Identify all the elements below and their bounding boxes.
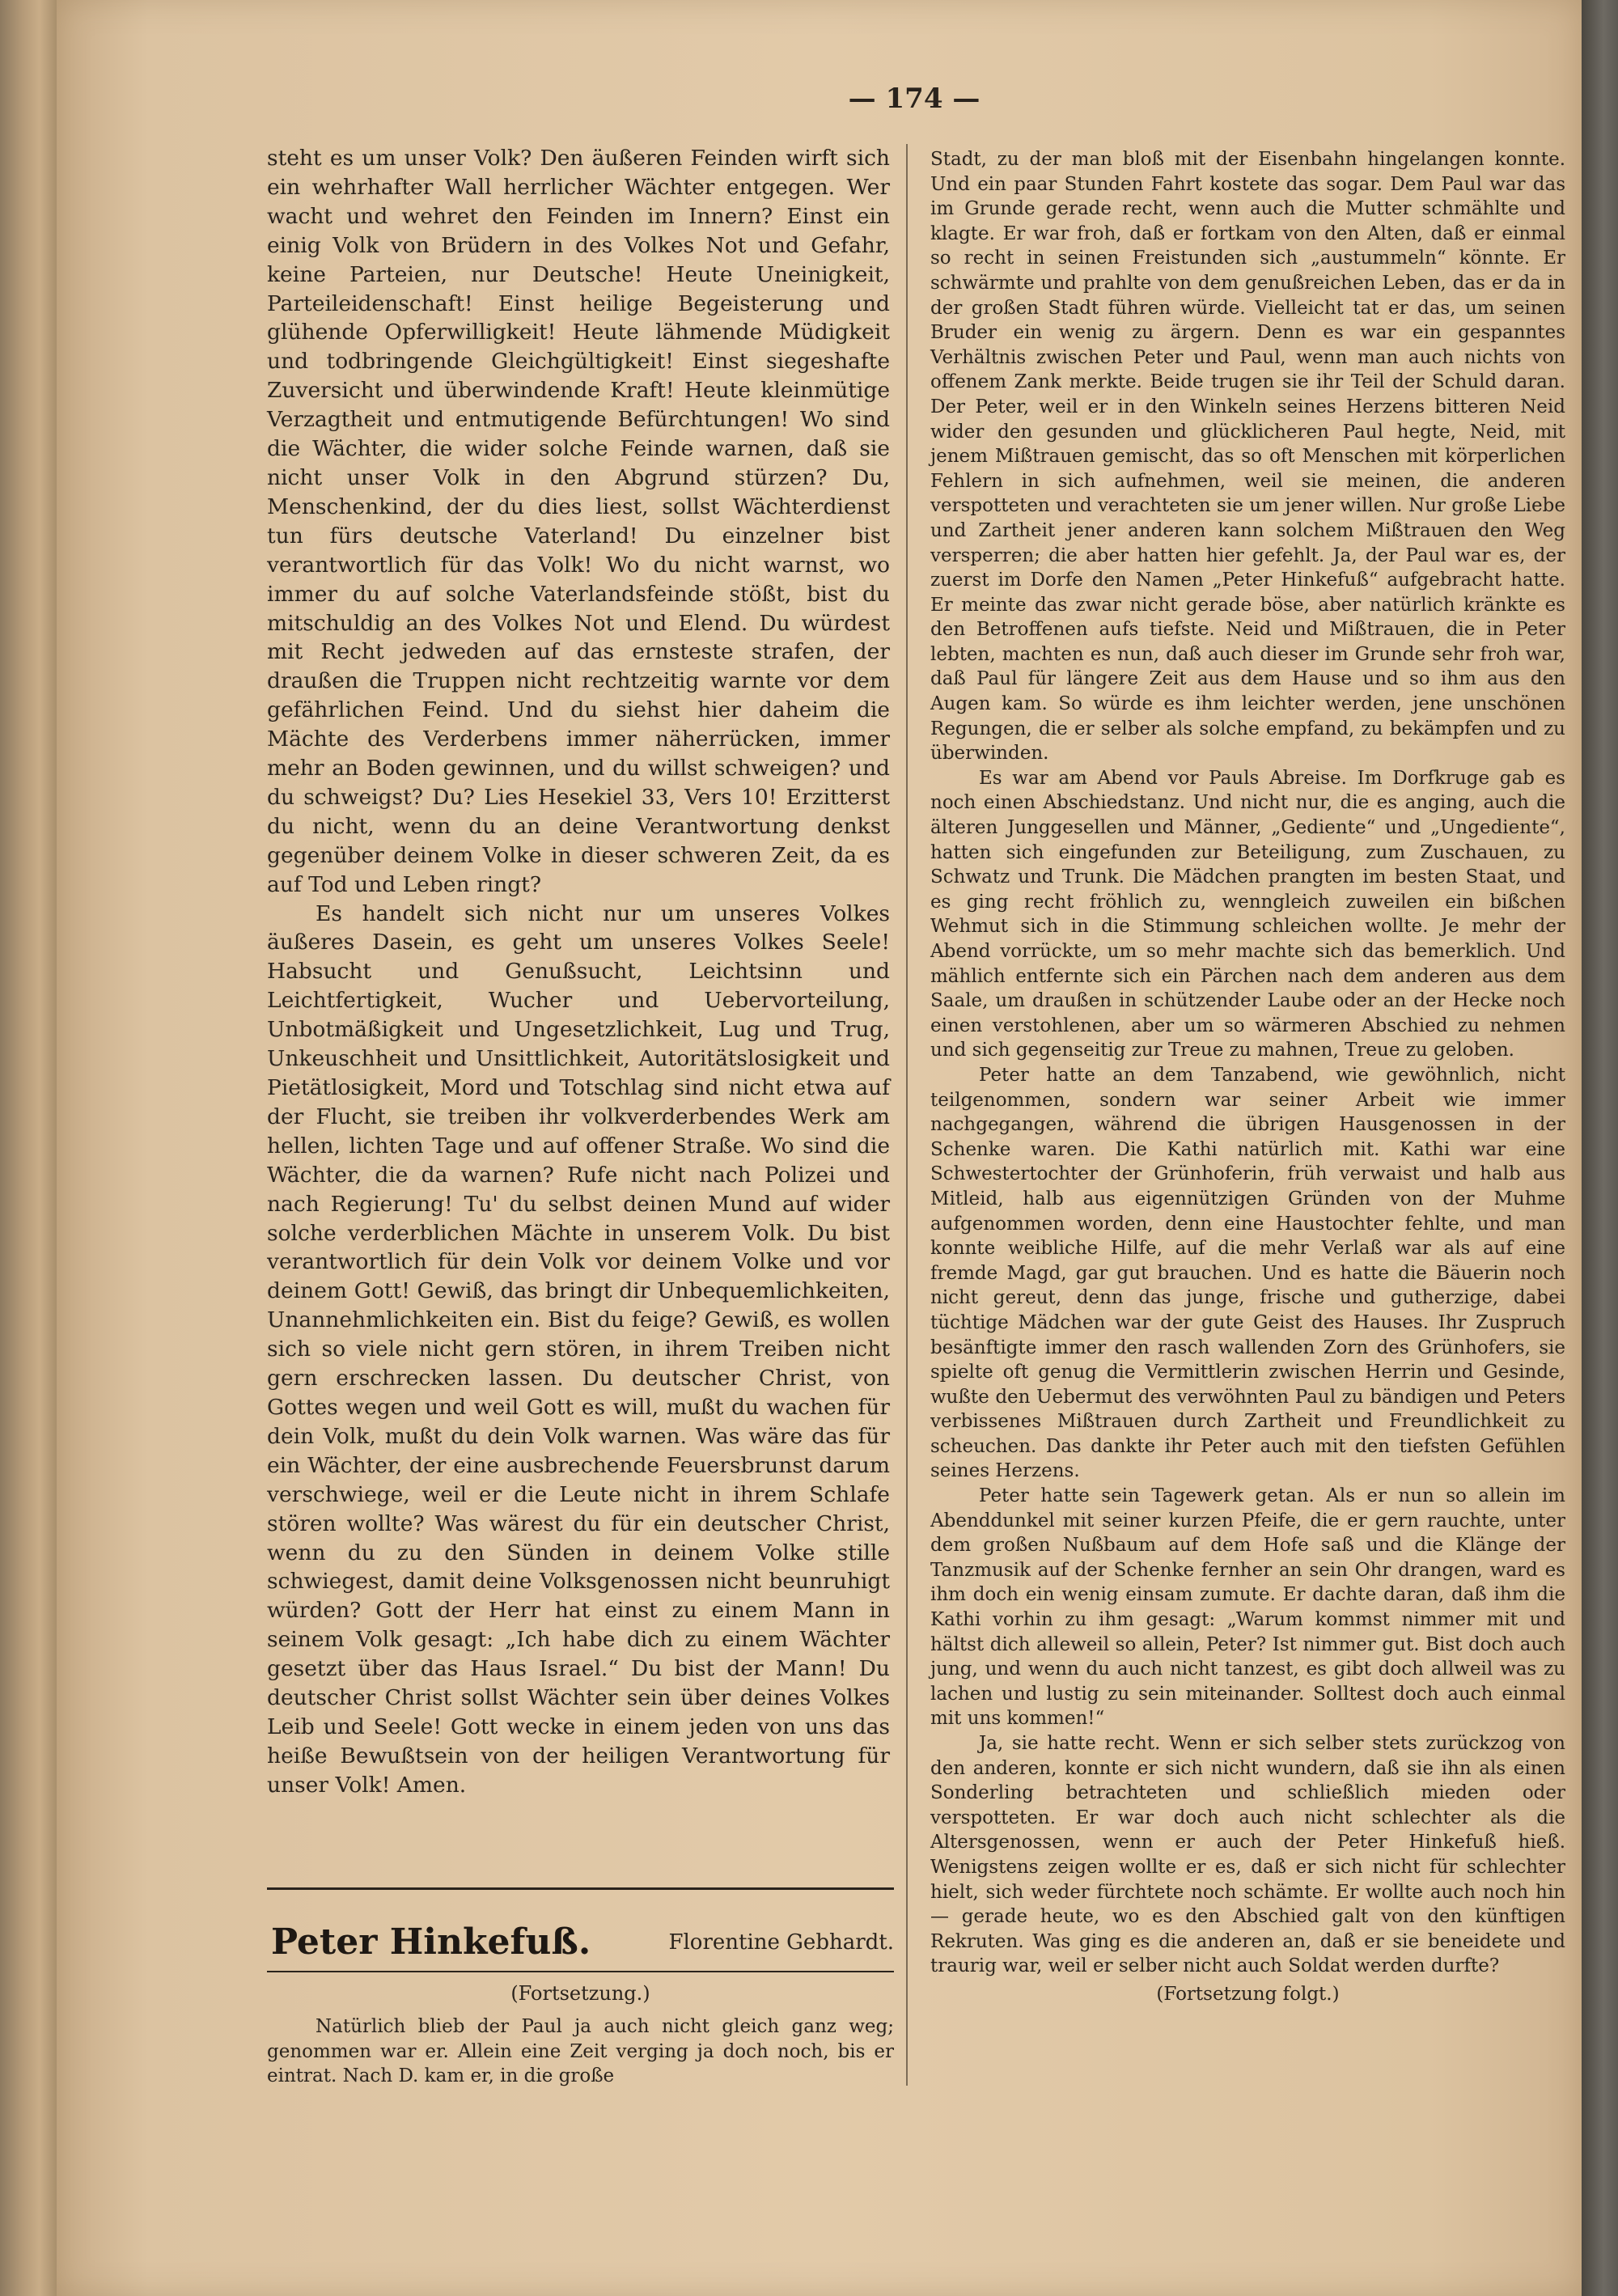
left-paragraph-1: steht es um unser Volk? Den äußeren Feinden wirft sich ein wehrhafter Wall herrlicher Wächter entgegen. Wer wacht und wehret den Feinden im Innern? Einst ein einig Volk von Brüdern in des Volkes Not und Gefahr, keine Parteien, nur Deutsche! Heute Uneinigkeit, Parteileidenschaft! Einst heilige Begeisterung und glühende Opferwilligkeit! Heute lähmende Müdigkeit und todbringende Gleichgültigkeit! Einst siegeshafte Zuversicht und überwindende Kraft! Heute kleinmütige Verzagtheit und entmutigende Befürchtungen! Wo sind die Wächter, die wider solche Feinde warnen, daß sie nicht unser Volk in den Abgrund stürzen? Du, Menschenkind, der du dies liest, sollst Wächterdienst tun fürs deutsche Vaterland! Du einzelner bist verantwortlich für das Volk! Wo du nicht warnst, wo immer du auf solche Vaterlandsfeinde stößt, bist du mitschuldig an des Volkes Not und Elend. Du würdest mit Recht jedweden auf das ernsteste strafen, der draußen die Truppen nicht rechtzeitig warnte vor dem gefährlichen Feind. Und du siehst hier daheim die Mächte des Verderbens immer näherrücken, immer mehr an Boden gewinnen, und du willst schweigen? und du schweigst? Du? Lies Hesekiel 33, Vers 10! Erzitterst du nicht, wenn du an deine Verantwortung denkst gegenüber deinem Volke in dieser schweren Zeit, da es auf Tod und Leben ringt? [267,146,890,897]
article-author: Florentine Gebhardt. [668,1930,894,1955]
to-be-continued-note: (Fortsetzung folgt.) [1156,1983,1340,2005]
article-top-rule [267,1887,894,1890]
column-divider [906,144,908,2086]
scan-background-edge [1582,0,1618,2296]
right-paragraph-3: Peter hatte an dem Tanzabend, wie gewöhnlich, nicht teilgenommen, sondern war seiner Arbeit wie immer nachgegangen, während die übrigen Hausgenossen in der Schenke waren. Die Kathi natürlich mit. Kathi war eine Schwestertochter der Grünhoferin, früh verwaist und halb aus Mitleid, halb aus eigennützigen Gründen von der Muhme aufgenommen worden, denn eine Haustochter fehlte, und man konnte weibliche Hilfe, auf die mehr Verlaß war als auf eine fremde Magd, gar gut brauchen. Und es hatte die Bäuerin noch nicht gereut, denn das junge, frische und gutherzige, dabei tüchtige Mädchen war der gute Geist des Hauses. Ihr Zuspruch besänftigte immer den rasch wallenden Zorn des Grünhofers, sie spielte oft genug die Vermittlerin zwischen Herrin und Gesinde, wußte den Uebermut des verwöhnten Paul zu bändigen und Peters verbissenes Mißtrauen durch Zartheit und Freundlichkeit zu scheuchen. Das dankte ihr Peter auch mit den tiefsten Gefühlen seines Herzens. [930,1064,1565,1482]
right-column [930,147,1565,2007]
right-paragraph-5: Ja, sie hatte recht. Wenn er sich selber stets zurückzog von den anderen, konnte er sich nicht wundern, daß sie ihn als einen Sonderling betrachteten und schließlich mieden oder verspotteten. Er war doch auch nicht schlechter als die Altersgenossen, wenn er auch der Peter Hinkefuß hieß. Wenigstens zeigen wollte er es, daß er sich nicht für schlechter hielt, sich weder fürchtete noch schämte. Er wollte auch noch hin — gerade heute, wo es den Abschied galt von den künftigen Rekruten. Was ging es die anderen an, daß er sie beneidete und traurig war, weil er selber nicht auch Soldat werden durfte? [930,1733,1565,1977]
article-title: Peter Hinkefuß. [271,1921,591,1963]
left-paragraph-2: Es handelt sich nicht nur um unseres Volkes äußeres Dasein, es geht um unseres Volkes Seele! Habsucht und Genußsucht, Leichtsinn und Leichtfertigkeit, Wucher und Uebervorteilung, Unbotmäßigkeit und Ungesetzlichkeit, Lug und Trug, Unkeuschheit und Unsittlichkeit, Autoritätslosigkeit und Pietätlosigkeit, Mord und Totschlag sind nicht etwa auf der Flucht, sie treiben ihr volkverderbendes Werk am hellen, lichten Tage und auf offener Straße. Wo sind die Wächter, die da warnen? Rufe nicht nach Polizei und nach Regierung! Tu' du selbst deinen Mund auf wider solche verderblichen Mächte in unserem Volk. Du bist verantwortlich für dein Volk vor deinem Volke und vor deinem Gott! Gewiß, das bringt dir Unbequemlichkeiten, Unannehmlichkeiten ein. Bist du feige? Gewiß, es wollen sich so viele nicht gern stören, in ihrem Treiben nicht gern erschrecken lassen. Du deutscher Christ, von Gottes wegen und weil Gott es will, mußt du wachen für dein Volk, mußt du dein Volk warnen. Was wäre das für ein Wächter, der eine ausbrechende Feuersbrunst darum verschwiege, weil er die Leute nicht in ihrem Schlafe stören wollte? Was wärest du für ein deutscher Christ, wenn du zu den Sünden in deinem Volke stille schwiegest, damit deine Volksgenossen nicht beunruhigt würden? Gott der Herr hat einst zu einem Mann in seinem Volk gesagt: „Ich habe dich zu einem Wächter gesetzt über das Haus Israel.“ Du bist der Mann! Du deutscher Christ sollst Wächter sein über deines Volkes Leib und Seele! Gott wecke in einem jeden von uns das heiße Bewußtsein von der heiligen Verantwortung für unser Volk! Amen. [267,900,890,1798]
continued-note: (Fortsetzung.) [510,1982,650,2005]
story-opening-paragraph: Natürlich blieb der Paul ja auch nicht gleich ganz weg; genommen war er. Allein eine Zeit verging ja doch noch, bis er eintrat. Nach D. kam er, in die große [267,2016,894,2087]
article-title-rule [267,1971,894,1972]
left-column [267,144,890,1800]
right-paragraph-1: Stadt, zu der man bloß mit der Eisenbahn hingelangen konnte. Und ein paar Stunden Fahrt kostete das sogar. Dem Paul war das im Grunde gerade recht, wenn auch die Mutter schmählte und klagte. Er war froh, daß er fortkam von den Alten, daß er einmal so recht in seinen Freistunden sich „austummeln“ könnte. Er schwärmte und prahlte von dem genußreichen Leben, das er da in der großen Stadt führen würde. Vielleicht tat er das, um seinen Bruder ein wenig zu ärgern. Denn es war ein gespanntes Verhältnis zwischen Peter und Paul, wenn man auch nichts von offenem Zank merkte. Beide trugen sie ihr Teil der Schuld daran. Der Peter, weil er in den Winkeln seines Herzens bitteren Neid wider den gesunden und glücklicheren Paul hegte, Neid, mit jenem Mißtrauen gemischt, das so oft Menschen mit körperlichen Fehlern in sich aufnehmen, weil sie meinen, die anderen verspotteten und verachteten sie um jener willen. Nur große Liebe und Zartheit jener anderen kann solchem Mißtrauen den Weg versperren; die aber hatten hier gefehlt. Ja, der Paul war es, der zuerst im Dorfe den Namen „Peter Hinkefuß“ aufgebracht hatte. Er meinte das zwar nicht gerade böse, aber natürlich kränkte es den Betroffenen aufs tiefste. Neid und Mißtrauen, die in Peter lebten, machten es nun, daß auch dieser im Grunde sehr froh war, daß Paul für längere Zeit aus dem Hause und so ihm aus den Augen kam. So würde es ihm leichter werden, jene unschönen Regungen, die er selber als solche empfand, zu bekämpfen und zu überwinden. [930,149,1565,765]
right-paragraph-2: Es war am Abend vor Pauls Abreise. Im Dorfkruge gab es noch einen Abschiedstanz. Und nicht nur, die es anging, auch die älteren Junggesellen und Männer, „Gediente“ und „Ungediente“, hatten sich eingefunden zur Beteiligung, zum Zuschauen, zu Schwatz und Trunk. Die Mädchen prangten im besten Staat, und es ging recht fröhlich zu, wenngleich zuweilen ein bißchen Wehmut sich in die Stimmung schleichen wollte. Je mehr der Abend vorrückte, um so mehr machte sich das bemerklich. Und mählich entfernte sich ein Pärchen nach dem anderen aus dem Saale, um draußen in schützender Laube oder an der Hecke noch einen verstohlenen, aber um so wärmeren Abschied zu nehmen und sich gegenseitig zur Treue zu mahnen, Treue zu geloben. [930,767,1565,1061]
page-number: — 174 — [848,83,981,115]
book-binding-left [0,0,57,2296]
right-paragraph-4: Peter hatte sein Tagewerk getan. Als er nun so allein im Abenddunkel mit seiner kurzen Pfeife, die er gern rauchte, unter dem großen Nußbaum auf dem Hofe saß und die Klänge der Tanzmusik auf der Schenke fernher an sein Ohr drangen, ward es ihm doch ein wenig einsam zumute. Er dachte daran, daß ihm die Kathi vorhin zu ihm gesagt: „Warum kommst nimmer mit und hältst dich alleweil so allein, Peter? Ist nimmer gut. Bist doch auch jung, und wenn du auch nicht tanzest, es gibt doch allweil was zu lachen und lustig zu sein miteinander. Solltest doch auch einmal mit uns kommen!“ [930,1485,1565,1730]
story-opening [267,2014,894,2089]
